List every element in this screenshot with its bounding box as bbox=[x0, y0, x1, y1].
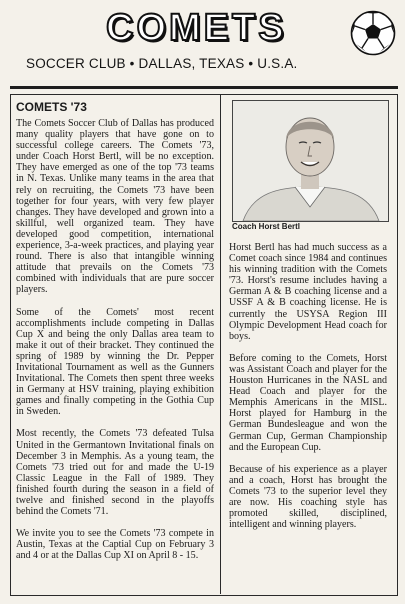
club-tagline: SOCCER CLUB • DALLAS, TEXAS • U.S.A. bbox=[26, 56, 298, 71]
column-divider bbox=[220, 94, 221, 594]
paragraph-recent: Most recently, the Comets '73 defeated Tulsa United in the Germantown Invitational finals on December 3 in Memphis. As a young team, the Comets '73 tried out for and made the U-19 Classic League in the Fall of 1989. They finished fourth during the season in a field of twelve and finished second in the playoffs behind the Comets '71. bbox=[16, 428, 214, 518]
paragraph-coach-history: Before coming to the Comets, Horst was Assistant Coach and player for the Houston Hurricanes in the NASL and Head Coach and player for the Memphis Americans in the MISL. Horst played for Hamburg in the German Bundesleague and won the German Cup, German Championship and the European Cup. bbox=[229, 352, 387, 453]
paragraph-accomplishments: Some of the Comets' most recent accomplishments include competing in Dallas Cup X and being the only Dallas area team to make it out of their bracket. They continued the spring of 1989 by winning the Dr. Pepper Invitational Tournament as well as the Gunners Invitational. The Comets then spent three weeks in Germany at HSV training, playing exhibition games and finally competing in the Gothia Cup in Sweden. bbox=[16, 306, 214, 418]
photo-caption: Coach Horst Bertl bbox=[232, 222, 301, 231]
brand-title: COMETS bbox=[106, 7, 287, 49]
coach-portrait bbox=[232, 100, 389, 222]
masthead bbox=[0, 0, 405, 92]
left-column bbox=[16, 100, 214, 572]
header-rule bbox=[10, 86, 398, 89]
paragraph-coach-career: Horst Bertl has had much success as a Comet coach since 1984 and continues his winning tradition with the Comets '73. Horst's resume includes having a German A & B coaching license and a USSF A & B coaching license. He is currently the USYSA Region III Olympic Development Head coach for boys. bbox=[229, 242, 387, 342]
article-title: COMETS '73 bbox=[16, 100, 87, 114]
paragraph-intro: The Comets Soccer Club of Dallas has produced many quality players that have gone on to successful college careers. The Comets '73, under Coach Horst Bertl, will be no exception. They have emerged as one of the top '73 teams in N. Texas. Unlike many teams in the area that rely on recruiting, the Comets '73 have been together for four years, with very few player changes. They have developed and grown into a skillful, well organized team. They have developed good competition, international experience, 3-a-week practices, and playing year round. There is also that intangible winning attitude that prevails on the Comets '73 combined with individuals that are pure soccer players. bbox=[16, 118, 214, 296]
right-column bbox=[229, 242, 387, 541]
soccer-ball-icon bbox=[350, 10, 396, 56]
paragraph-coach-impact: Because of his experience as a player and a coach, Horst has brought the Comets '73 to the superior level they are now. His coaching style has promoted skilled, disciplined, intelligent and winning players. bbox=[229, 463, 387, 531]
paragraph-invite: We invite you to see the Comets '73 compete in Austin, Texas at the Captial Cup on February 3 and 4 or at the Dallas Cup XI on April 8 - 15. bbox=[16, 528, 214, 562]
coach-portrait-image bbox=[233, 101, 388, 221]
